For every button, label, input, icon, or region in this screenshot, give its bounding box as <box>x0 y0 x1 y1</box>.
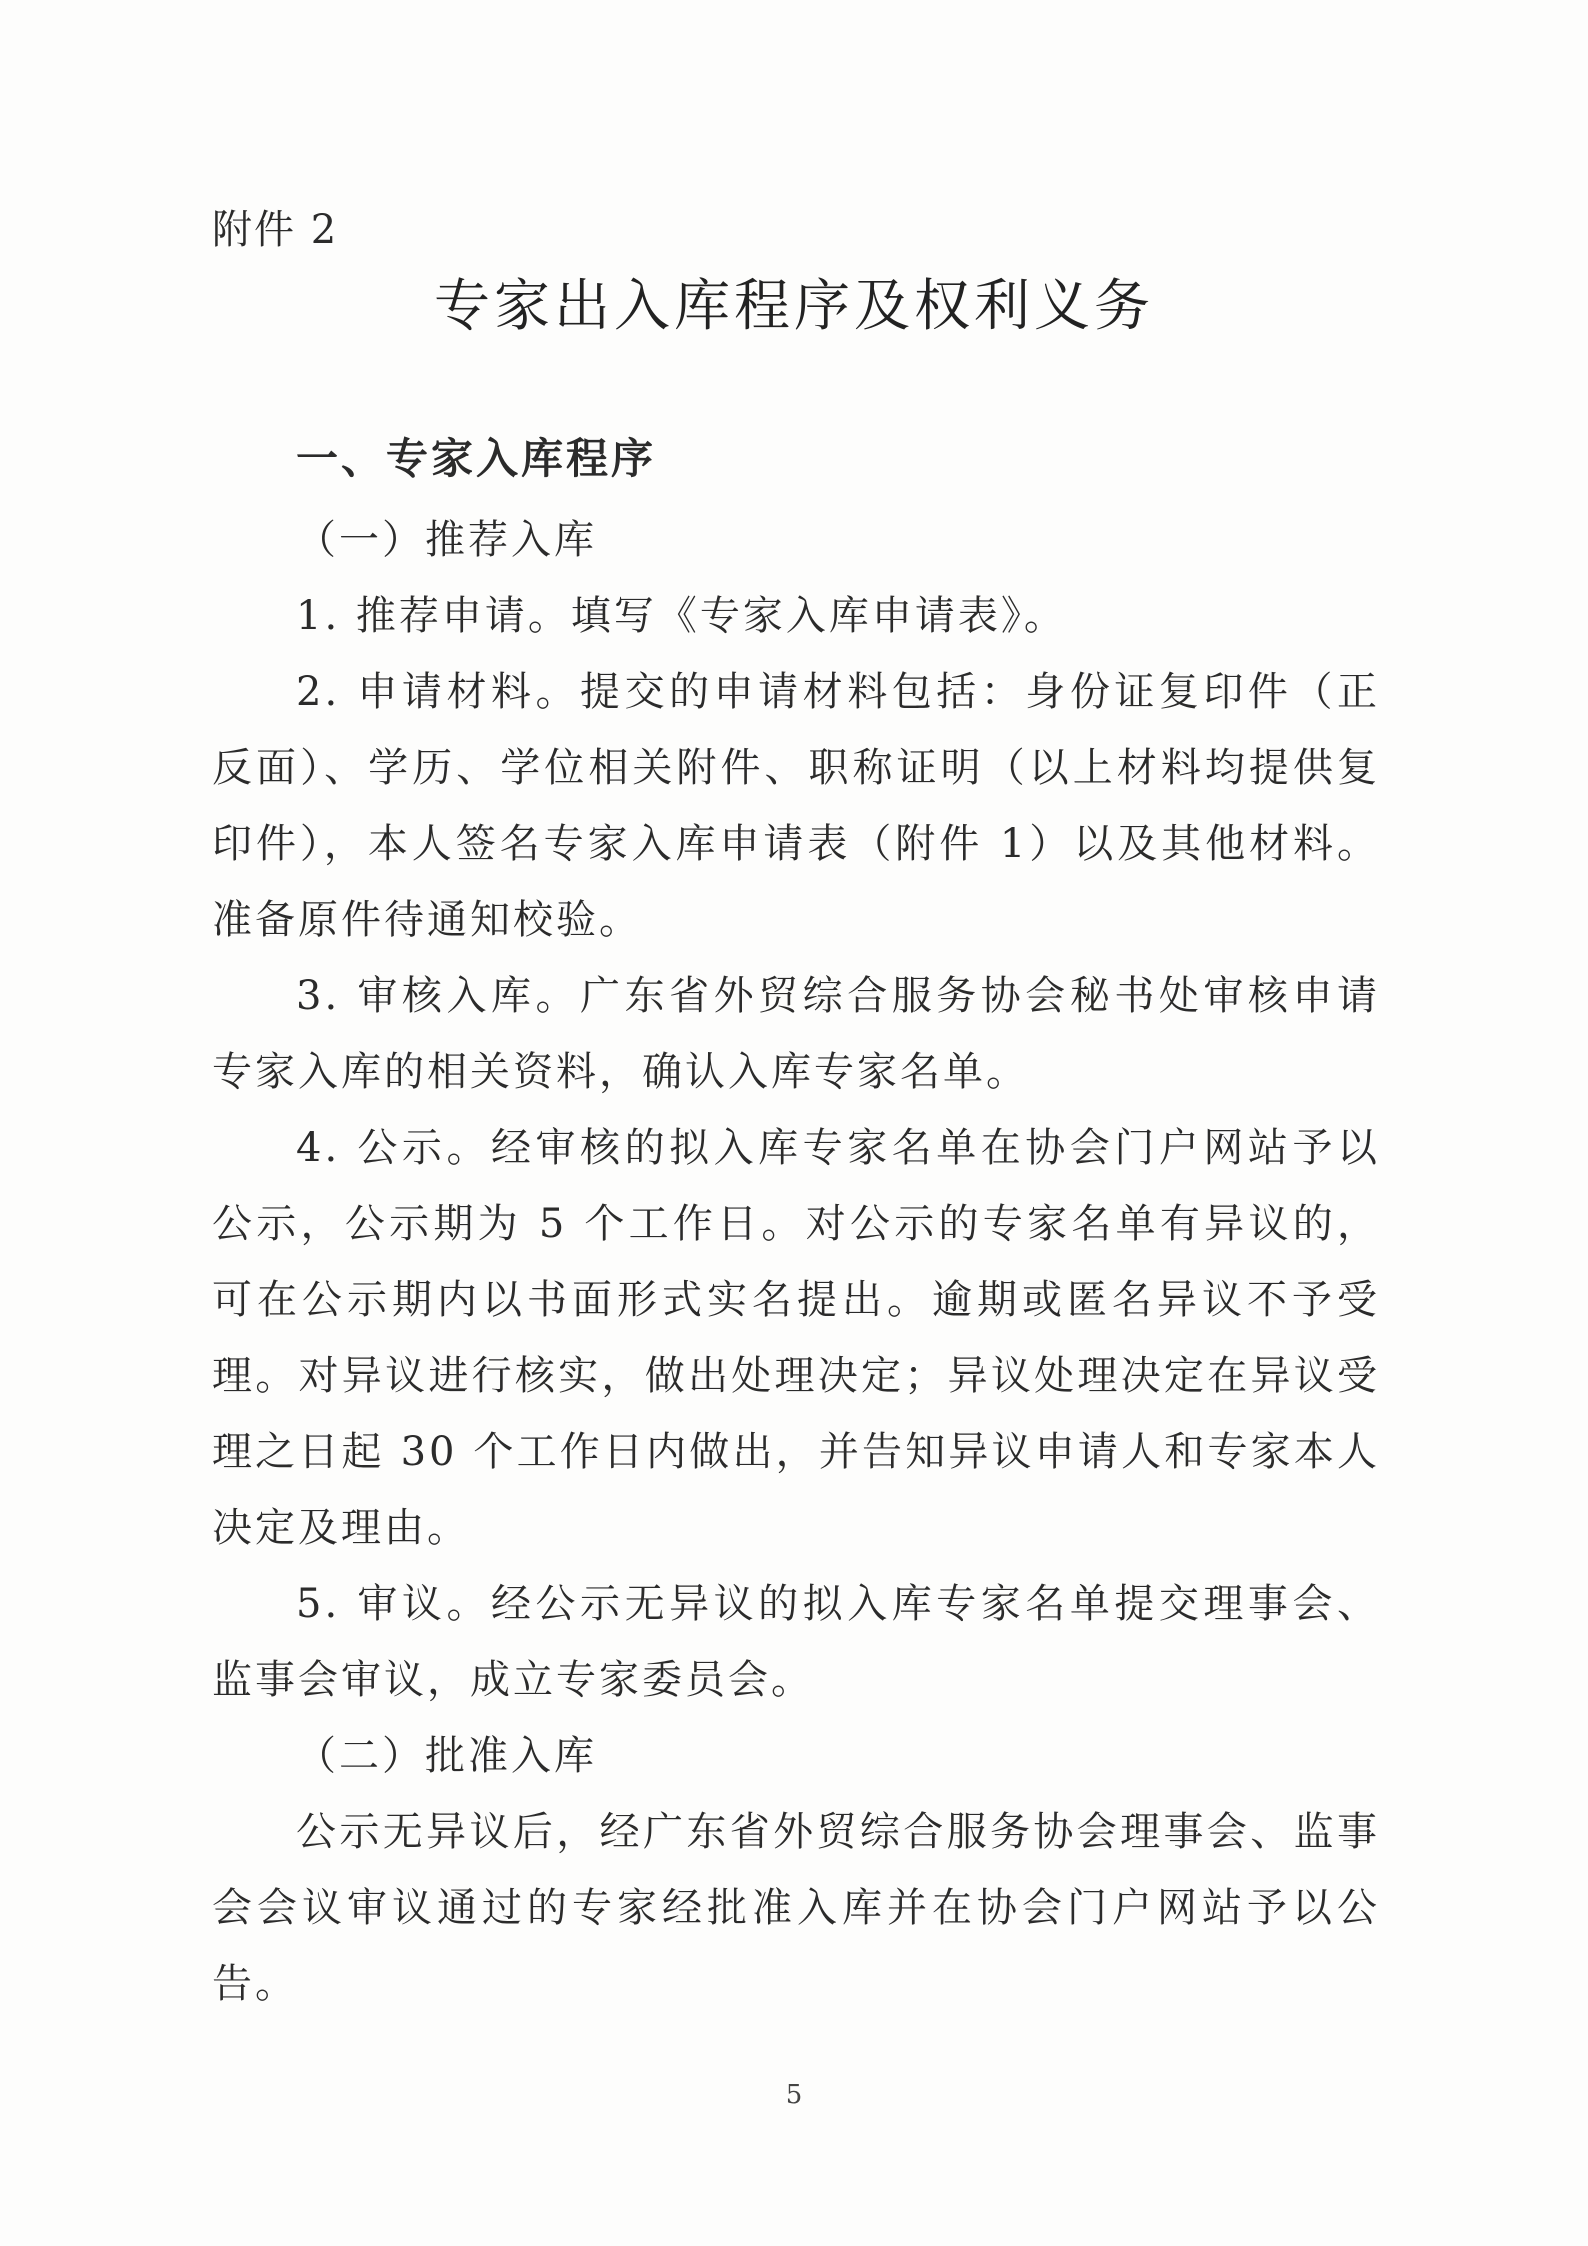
paragraph-publicity: 4. 公示。经审核的拟入库专家名单在协会门户网站予以公示，公示期为 5 个工作日。对公示的专家名单有异议的，可在公示期内以书面形式实名提出。逾期或匿名异议不予受理。对异议进行核实，做出处理决定；异议处理决定在异议受理之日起 30 个工作日内做出，并告知异议申请人和专家本人决定及理由。 <box>212 1125 1380 1551</box>
paragraph-materials: 2. 申请材料。提交的申请材料包括：身份证复印件（正反面）、学历、学位相关附件、职称证明（以上材料均提供复印件），本人签名专家入库申请表（附件 1）以及其他材料。准备原件待通知校验。 <box>212 669 1380 943</box>
paragraph-subsection-1: （一）推荐入库 <box>296 517 597 563</box>
attachment-label: 附件 2 <box>212 207 339 253</box>
document-body <box>212 502 1380 2022</box>
paragraph-recommendation: 1. 推荐申请。填写《专家入库申请表》。 <box>296 593 1067 639</box>
paragraph-deliberation: 5. 审议。经公示无异议的拟入库专家名单提交理事会、监事会审议，成立专家委员会。 <box>212 1581 1380 1703</box>
paragraph-review: 3. 审核入库。广东省外贸综合服务协会秘书处审核申请专家入库的相关资料，确认入库专家名单。 <box>212 973 1380 1095</box>
section-heading: 一、专家入库程序 <box>296 434 657 483</box>
paragraph-subsection-2: （二）批准入库 <box>296 1733 597 1779</box>
document-title: 专家出入库程序及权利义务 <box>434 274 1154 339</box>
paragraph-approval: 公示无异议后，经广东省外贸综合服务协会理事会、监事会会议审议通过的专家经批准入库并在协会门户网站予以公告。 <box>212 1809 1380 2007</box>
page-number: 5 <box>785 2080 803 2110</box>
